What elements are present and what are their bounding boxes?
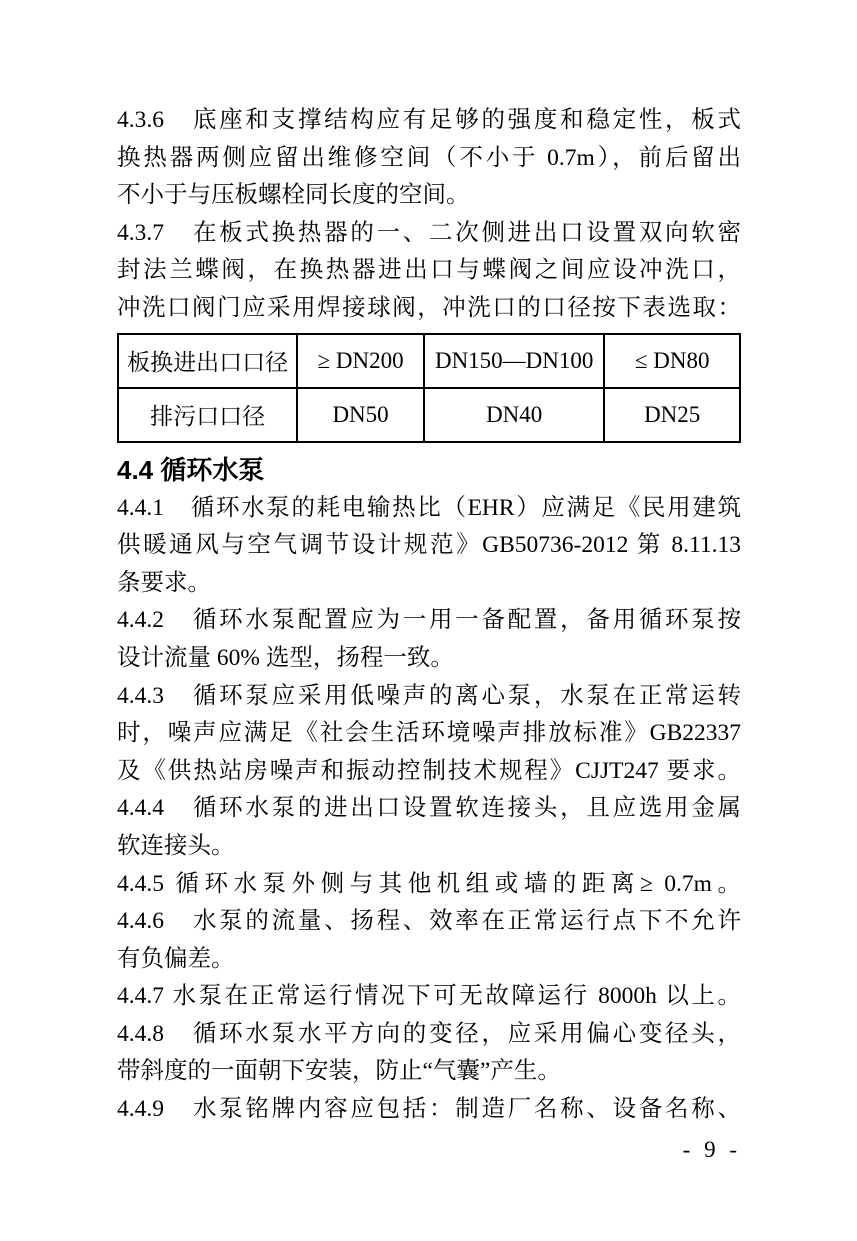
- table-cell: 排污口口径: [118, 388, 297, 442]
- table-cell: DN150—DN100: [424, 334, 604, 388]
- text-line: 4.4.6 水泵的流量、扬程、效率在正常运行点下不允许: [117, 908, 741, 935]
- text-line: 冲洗口阀门应采用焊接球阀，冲洗口的口径按下表选取：: [117, 294, 741, 321]
- table-cell: DN25: [604, 388, 740, 442]
- section-heading-4-4: 4.4 循环水泵: [117, 454, 265, 485]
- text-line: 4.3.7 在板式换热器的一、二次侧进出口设置双向软密: [117, 219, 741, 246]
- text-line: 封法兰蝶阀，在换热器进出口与蝶阀之间应设冲洗口，: [117, 257, 741, 284]
- clause-4-4-8: [117, 1016, 741, 1091]
- text-line: 4.4.5 循环水泵外侧与其他机组或墙的距离≥ 0.7m。: [117, 870, 741, 897]
- table-row: [118, 388, 740, 442]
- clause-4-4-5: [117, 866, 741, 904]
- clause-4-4-6: [117, 903, 741, 978]
- text-line: 不小于与压板螺栓同长度的空间。: [117, 182, 470, 209]
- page-number: - 9 -: [682, 1136, 741, 1162]
- text-line: 设计流量 60% 选型，扬程一致。: [117, 644, 454, 671]
- table-row: [118, 334, 740, 388]
- table-cell: DN50: [297, 388, 424, 442]
- text-line: 换热器两侧应留出维修空间（不小于 0.7m），前后留出: [117, 144, 741, 171]
- clause-4-4-1: [117, 490, 741, 603]
- text-line: 4.4.9 水泵铭牌内容应包括：制造厂名称、设备名称、: [117, 1096, 741, 1123]
- text-line: 4.4.2 循环水泵配置应为一用一备配置，备用循环泵按: [117, 607, 741, 634]
- clause-4-4-4: [117, 790, 741, 865]
- clause-4-3-6: [117, 102, 741, 215]
- text-line: 4.4.4 循环水泵的进出口设置软连接头，且应选用金属: [117, 795, 741, 822]
- table-cell: ≤ DN80: [604, 334, 740, 388]
- text-line: 有负偏差。: [117, 945, 235, 972]
- text-line: 4.4.8 循环水泵水平方向的变径，应采用偏心变径头，: [117, 1020, 741, 1047]
- clause-4-4-2: [117, 602, 741, 677]
- text-line: 4.4.1 循环水泵的耗电输热比（EHR）应满足《民用建筑: [117, 494, 741, 521]
- text-line: 带斜度的一面朝下安装，防止“气囊”产生。: [117, 1058, 561, 1085]
- text-line: 时，噪声应满足《社会生活环境噪声排放标准》GB22337: [117, 720, 741, 747]
- clause-4-4-9: [117, 1091, 741, 1129]
- text-line: 供暖通风与空气调节设计规范》GB50736-2012 第 8.11.13: [117, 532, 741, 559]
- clause-4-4-3: [117, 678, 741, 791]
- flush-port-diameter-table: [117, 333, 741, 443]
- clause-4-3-7: [117, 215, 741, 328]
- text-line: 4.4.7 水泵在正常运行情况下可无故障运行 8000h 以上。: [117, 983, 741, 1010]
- text-line: 软连接头。: [117, 832, 235, 859]
- table-cell: DN40: [424, 388, 604, 442]
- text-line: 4.4.3 循环泵应采用低噪声的离心泵，水泵在正常运转: [117, 682, 741, 709]
- table-cell: 板换进出口口径: [118, 334, 297, 388]
- text-line: 4.3.6 底座和支撑结构应有足够的强度和稳定性，板式: [117, 107, 741, 133]
- table-cell: ≥ DN200: [297, 334, 424, 388]
- clause-4-4-7: [117, 978, 741, 1016]
- text-line: 及《供热站房噪声和振动控制技术规程》CJJT247 要求。: [117, 757, 741, 784]
- text-line: 条要求。: [117, 569, 211, 596]
